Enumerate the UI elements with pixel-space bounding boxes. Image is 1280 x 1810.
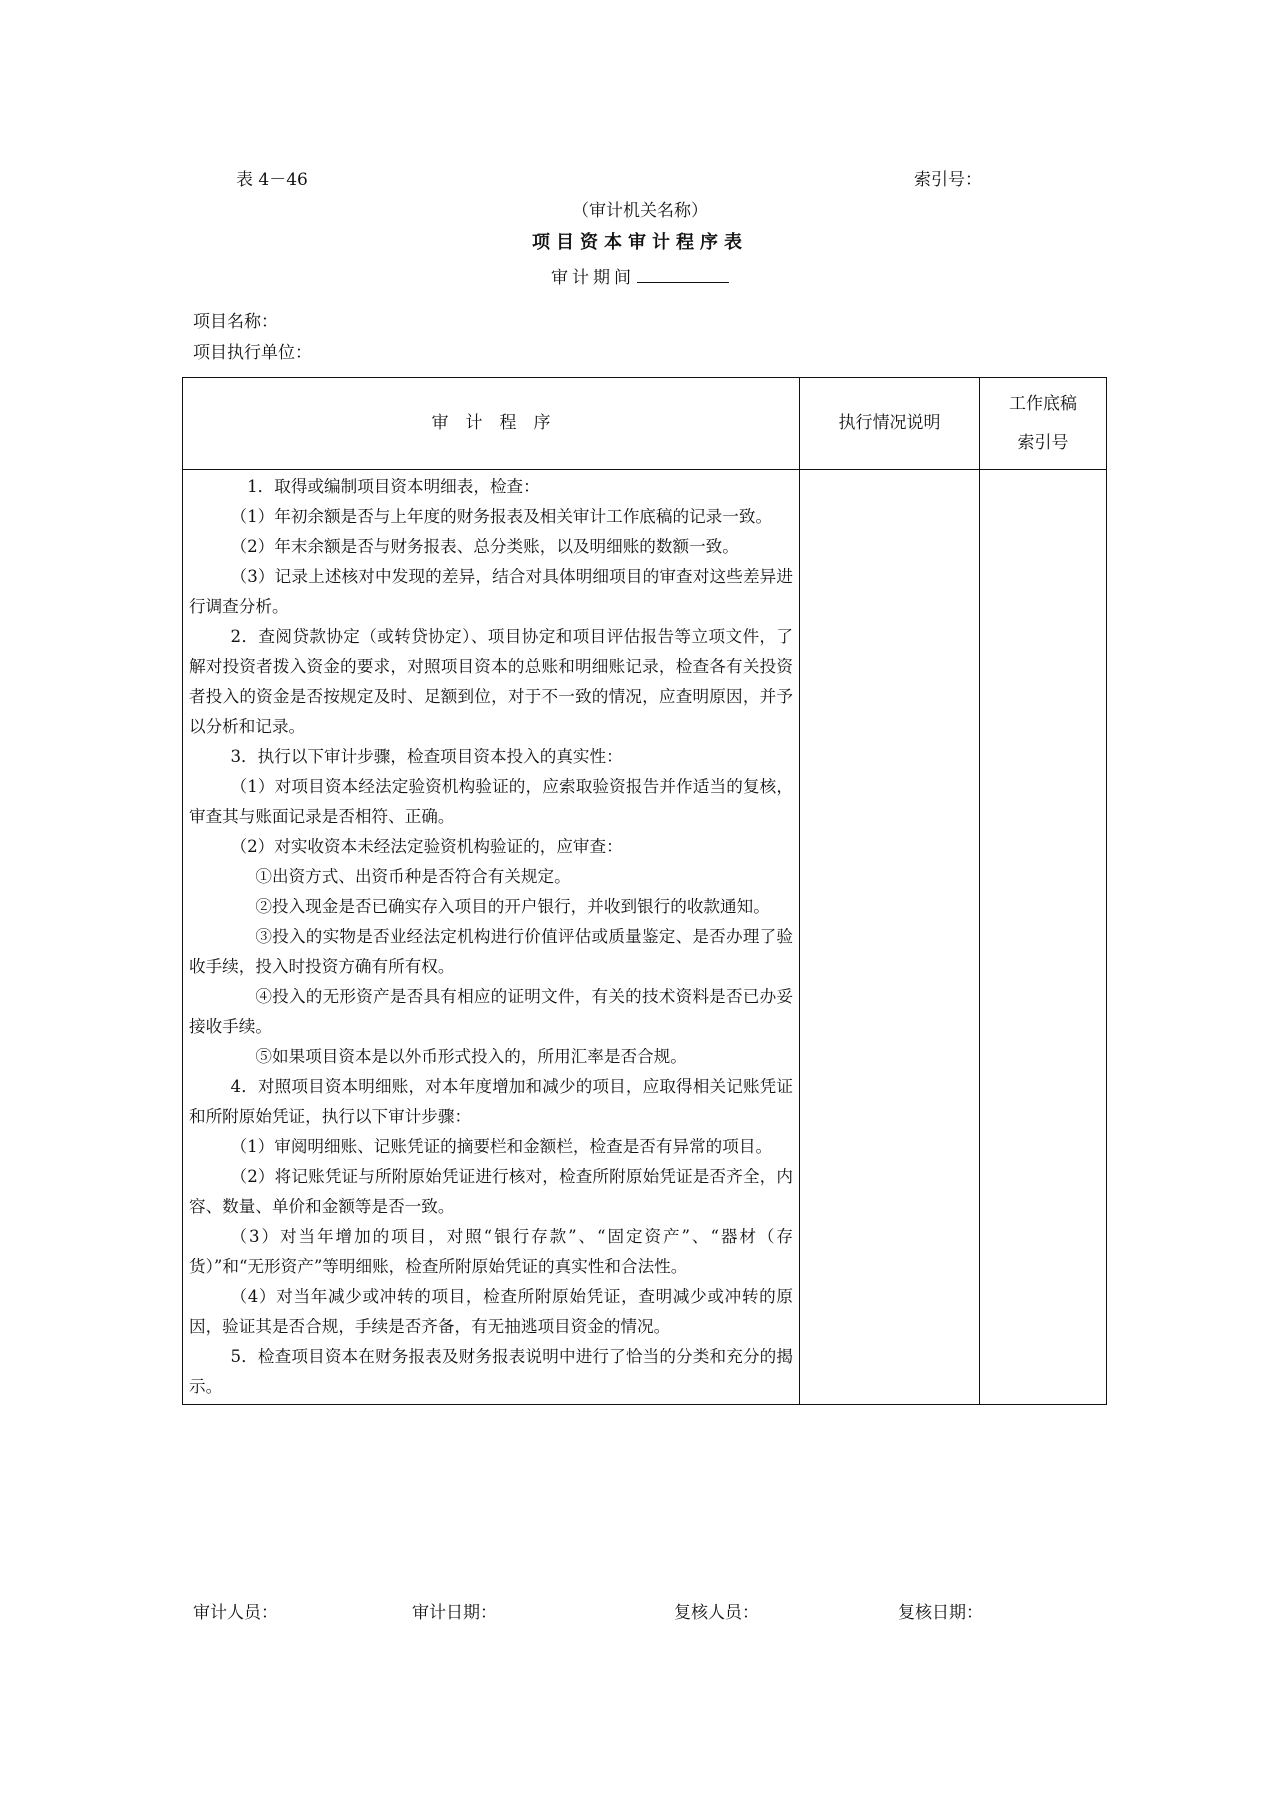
audit-date-label: 审计日期： bbox=[412, 1603, 497, 1623]
page-title: 项目资本审计程序表 bbox=[532, 232, 748, 253]
procedure-item-3: 3．执行以下审计步骤，检查项目资本投入的真实性： bbox=[230, 747, 623, 766]
procedure-item-3-2-d: ④投入的无形资产是否具有相应的证明文件，有关的技术资料是否已办妥接收手续。 bbox=[189, 987, 793, 1036]
procedure-item-3-2-e: ⑤如果项目资本是以外币形式投入的，所用汇率是否合规。 bbox=[255, 1047, 687, 1066]
audit-period-label: 审计期间 bbox=[551, 268, 635, 288]
procedure-item-4-2: （2）将记账凭证与所附原始凭证进行核对，检查所附原始凭证是否齐全，内容、数量、单价和金额等是否一致。 bbox=[189, 1167, 793, 1216]
project-unit-label: 项目执行单位： bbox=[193, 343, 312, 363]
review-date-label: 复核日期： bbox=[898, 1603, 983, 1623]
procedure-item-4: 4．对照项目资本明细账，对本年度增加和减少的项目，应取得相关记账凭证和所附原始凭证，执行以下审计步骤： bbox=[189, 1077, 793, 1126]
procedure-item-1-2: （2）年末余额是否与财务报表、总分类账，以及明细账的数额一致。 bbox=[230, 537, 739, 556]
header-procedure: 审 计 程 序 bbox=[183, 378, 800, 470]
index-number-label: 索引号： bbox=[914, 170, 982, 190]
table-row bbox=[183, 470, 1107, 1405]
procedure-item-4-4: （4）对当年减少或冲转的项目，检查所附原始凭证，查明减少或冲转的原因，验证其是否合规，手续是否齐备，有无抽逃项目资金的情况。 bbox=[189, 1287, 793, 1336]
header-workpaper-index bbox=[980, 378, 1107, 470]
execution-cell bbox=[800, 470, 980, 1405]
procedure-item-3-2-a: ①出资方式、出资币种是否符合有关规定。 bbox=[255, 867, 571, 886]
procedure-item-3-2-c: ③投入的实物是否业经法定机构进行价值评估或质量鉴定、是否办理了验收手续，投入时投资方确有所有权。 bbox=[189, 927, 793, 976]
audit-period-blank bbox=[637, 266, 729, 283]
procedure-item-5: 5．检查项目资本在财务报表及财务报表说明中进行了恰当的分类和充分的揭示。 bbox=[189, 1347, 793, 1396]
table-number: 表 4－46 bbox=[236, 170, 308, 190]
audit-period bbox=[0, 263, 1280, 288]
procedure-cell bbox=[183, 470, 800, 1405]
table-header-row bbox=[183, 378, 1107, 470]
project-name-label: 项目名称： bbox=[193, 312, 278, 332]
procedure-item-1: 1．取得或编制项目资本明细表，检查： bbox=[247, 477, 540, 496]
signature-footer bbox=[0, 1598, 1280, 1622]
procedure-item-3-2: （2）对实收资本未经法定验资机构验证的，应审查： bbox=[230, 837, 623, 856]
reviewer-label: 复核人员： bbox=[674, 1603, 759, 1623]
workpaper-index-cell bbox=[980, 470, 1107, 1405]
procedure-item-2: 2．查阅贷款协定（或转贷协定）、项目协定和项目评估报告等立项文件，了解对投资者拨入资金的要求，对照项目资本的总账和明细账记录，检查各有关投资者投入的资金是否按规定及时、足额到位，对于不一致的情况，应查明原因，并予以分析和记录。 bbox=[189, 627, 793, 736]
procedure-list bbox=[183, 470, 799, 1404]
header-workpaper-index-line1: 工作底稿 bbox=[1009, 393, 1077, 414]
auditor-label: 审计人员： bbox=[193, 1603, 278, 1623]
header-execution: 执行情况说明 bbox=[800, 378, 980, 470]
procedure-item-4-1: （1）审阅明细账、记账凭证的摘要栏和金额栏，检查是否有异常的项目。 bbox=[230, 1137, 773, 1156]
audit-procedure-table bbox=[182, 377, 1107, 1405]
procedure-item-4-3: （3）对当年增加的项目，对照“银行存款”、“固定资产”、“器材（存货）”和“无形资产”等明细账，检查所附原始凭证的真实性和合法性。 bbox=[189, 1227, 793, 1276]
procedure-item-3-2-b: ②投入现金是否已确实存入项目的开户银行，并收到银行的收款通知。 bbox=[255, 897, 770, 916]
header-workpaper-index-line2: 索引号 bbox=[1017, 432, 1069, 453]
procedure-item-3-1: （1）对项目资本经法定验资机构验证的，应索取验资报告并作适当的复核，审查其与账面记录是否相符、正确。 bbox=[189, 777, 793, 826]
audit-org-name: （审计机关名称） bbox=[572, 201, 708, 221]
procedure-item-1-3: （3）记录上述核对中发现的差异，结合对具体明细项目的审查对这些差异进行调查分析。 bbox=[189, 567, 793, 616]
procedure-item-1-1: （1）年初余额是否与上年度的财务报表及相关审计工作底稿的记录一致。 bbox=[230, 507, 773, 526]
